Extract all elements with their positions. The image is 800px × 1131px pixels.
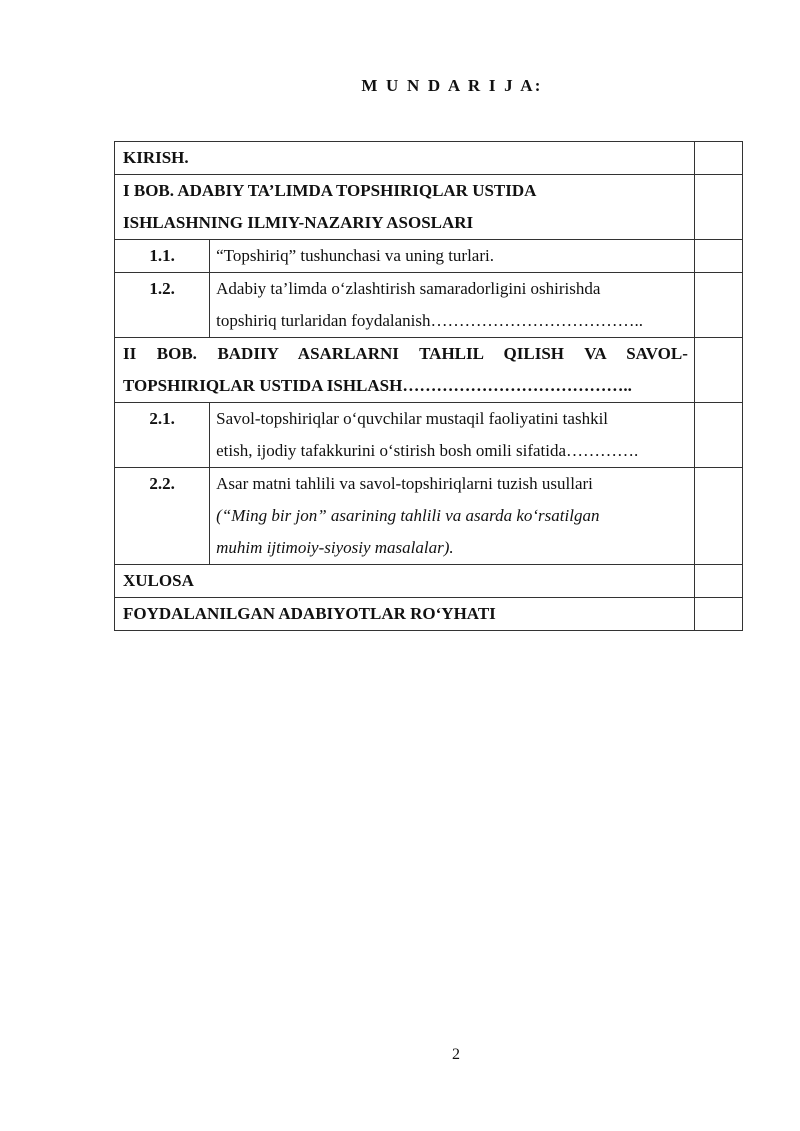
- toc-section-number: 1.2.: [115, 273, 210, 338]
- toc-chapter1-line2: ISHLASHNING ILMIY-NAZARIY ASOSLARI: [123, 213, 474, 232]
- toc-section-title: [210, 468, 695, 565]
- table-of-contents: [114, 141, 743, 631]
- toc-row-section-1-1: [115, 240, 743, 273]
- toc-chapter2-title: [115, 338, 695, 403]
- toc-row-section-2-1: [115, 403, 743, 468]
- page-number: 2: [452, 1046, 460, 1063]
- toc-section-line: etish, ijodiy tafakkurini o‘stirish bosh omili sifatida………….: [216, 441, 639, 460]
- toc-section-title: [210, 403, 695, 468]
- toc-section-number: 1.1.: [115, 240, 210, 273]
- toc-chapter1-line1: I BOB. ADABIY TA’LIMDA TOPSHIRIQLAR USTIDA: [123, 181, 537, 200]
- toc-row-section-2-2: [115, 468, 743, 565]
- toc-row-intro: [115, 142, 743, 175]
- toc-page-cell: [694, 565, 742, 598]
- toc-row-conclusion: [115, 565, 743, 598]
- toc-page-cell: [694, 598, 742, 631]
- toc-intro: KIRISH.: [115, 142, 695, 175]
- toc-row-references: [115, 598, 743, 631]
- toc-section-italic-line: (“Ming bir jon” asarining tahlili va asarda ko‘rsatilgan: [216, 506, 600, 525]
- toc-row-section-1-2: [115, 273, 743, 338]
- toc-page-cell: [694, 240, 742, 273]
- toc-references: FOYDALANILGAN ADABIYOTLAR RO‘YHATI: [115, 598, 695, 631]
- toc-chapter2-line2: TOPSHIRIQLAR USTIDA ISHLASH…………………………………..: [123, 376, 632, 395]
- toc-row-chapter2: [115, 338, 743, 403]
- toc-section-line: Asar matni tahlili va savol-topshiriqlarni tuzish usullari: [216, 474, 593, 493]
- toc-chapter1-title: [115, 175, 695, 240]
- toc-section-line: topshiriq turlaridan foydalanish………………………………..: [216, 311, 643, 330]
- toc-section-line: Adabiy ta’limda o‘zlashtirish samaradorligini oshirishda: [216, 279, 601, 298]
- toc-page-cell: [694, 403, 742, 468]
- toc-section-number: 2.1.: [115, 403, 210, 468]
- toc-row-chapter1: [115, 175, 743, 240]
- toc-page-cell: [694, 142, 742, 175]
- toc-page-cell: [694, 273, 742, 338]
- toc-conclusion: XULOSA: [115, 565, 695, 598]
- toc-page-cell: [694, 175, 742, 240]
- toc-section-line: Savol-topshiriqlar o‘quvchilar mustaqil faoliyatini tashkil: [216, 409, 609, 428]
- document-title: M U N D A R I J A:: [361, 76, 543, 95]
- toc-page-cell: [694, 468, 742, 565]
- toc-page-cell: [694, 338, 742, 403]
- toc-section-title: “Topshiriq” tushunchasi va uning turlari.: [210, 240, 695, 273]
- toc-section-title: [210, 273, 695, 338]
- toc-section-italic-line: muhim ijtimoiy-siyosiy masalalar).: [216, 538, 454, 557]
- toc-chapter2-line1: II BOB. BADIIY ASARLARNI TAHLIL QILISH VA SAVOL-: [123, 344, 688, 363]
- toc-section-number: 2.2.: [115, 468, 210, 565]
